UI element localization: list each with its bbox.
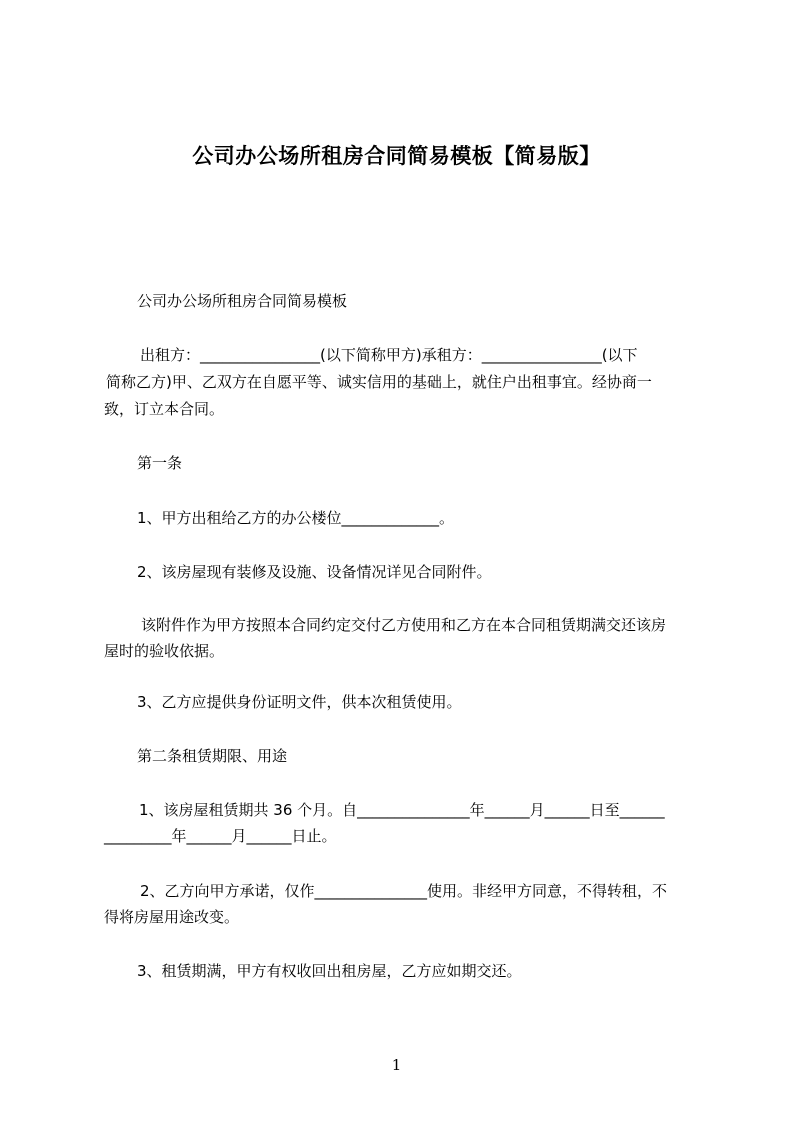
document-subtitle: 公司办公场所租房合同简易模板 [137,292,348,310]
article-1-heading: 第一条 [137,454,183,472]
article-1-note-line-2: 屋时的验收依据。 [104,642,225,660]
article-2-heading: 第二条租赁期限、用途 [137,747,288,765]
intro-line-3: 致，订立本合同。 [104,400,225,418]
article-1-note-line-1: 该附件作为甲方按照本合同约定交付乙方使用和乙方在本合同租赁期满交还该房 [141,616,667,634]
article-1-item-2: 2、该房屋现有装修及设施、设备情况详见合同附件。 [137,563,492,581]
article-2-item-1-line-1: 1、该房屋租赁期共 36 个月。自_______________年______月______日至______ [139,801,665,819]
article-2-item-2-line-1: 2、乙方向甲方承诺，仅作_______________使用。非经甲方同意，不得转租，不 [140,882,668,900]
article-1-item-1: 1、甲方出租给乙方的办公楼位_____________。 [137,509,455,527]
page-number: 1 [391,1056,402,1074]
document-title: 公司办公场所租房合同简易模板【简易版】 [192,144,601,168]
article-2-item-2-line-2: 得将房屋用途改变。 [104,908,240,926]
article-2-item-3: 3、租赁期满，甲方有权收回出租房屋，乙方应如期交还。 [137,962,522,980]
intro-line-1: 出租方：________________(以下简称甲方)承租方：________________(以下 [140,346,638,364]
article-2-item-1-line-2: _________年______月______日止。 [104,827,337,845]
article-1-item-3: 3、乙方应提供身份证明文件，供本次租赁使用。 [137,693,462,711]
intro-line-2: 简称乙方)甲、乙双方在自愿平等、诚实信用的基础上，就住户出租事宜。经协商一 [106,373,652,391]
